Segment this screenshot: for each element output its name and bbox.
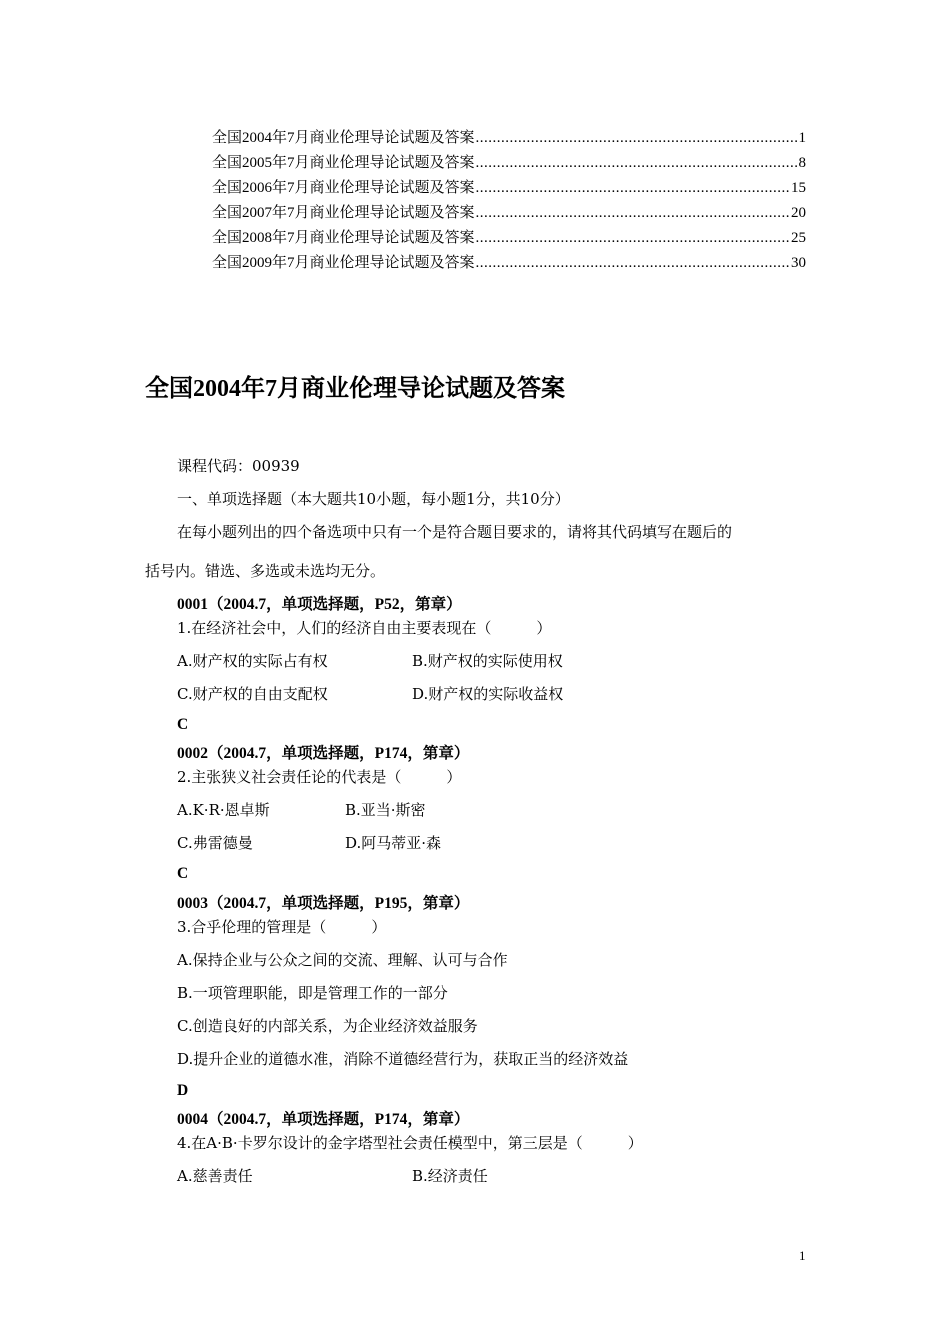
toc-entry-page: 20 (791, 205, 806, 221)
toc-entry[interactable] (212, 151, 806, 176)
toc-entry[interactable] (212, 176, 806, 201)
option-a: A.慈善责任 (177, 1167, 253, 1185)
question-stem: 3.合乎伦理的管理是（ ） (177, 918, 387, 936)
option-b: B.经济责任 (412, 1167, 488, 1185)
page-number: 1 (799, 1248, 806, 1263)
section-heading: 全国2004年7月商业伦理导论试题及答案 (145, 376, 565, 402)
toc-entry[interactable] (212, 126, 806, 151)
table-of-contents (212, 126, 806, 276)
toc-entry-page: 15 (791, 180, 806, 196)
toc-entry-title: 全国2008年7月商业伦理导论试题及答案 (212, 230, 475, 246)
section-title: 一、单项选择题（本大题共10小题，每小题1分，共10分） (177, 490, 570, 508)
answer: D (177, 1082, 189, 1099)
toc-entry[interactable] (212, 226, 806, 251)
option-d: D.阿马蒂亚·森 (345, 834, 442, 852)
option-a: A.K·R·恩卓斯 (177, 801, 270, 819)
toc-entry-page: 8 (798, 155, 806, 171)
option-a: A.财产权的实际占有权 (177, 652, 328, 670)
toc-leader-dots (476, 130, 798, 147)
toc-leader-dots (476, 230, 790, 247)
question-stem: 4.在A·B·卡罗尔设计的金字塔型社会责任模型中，第三层是（ ） (177, 1134, 643, 1152)
question-stem: 1.在经济社会中，人们的经济自由主要表现在（ ） (177, 619, 552, 637)
toc-entry-page: 1 (798, 130, 806, 146)
toc-leader-dots (476, 255, 790, 272)
instructions-line-2: 括号内。错选、多选或未选均无分。 (145, 562, 386, 580)
option-b: B.亚当·斯密 (345, 801, 426, 819)
toc-entry-title: 全国2007年7月商业伦理导论试题及答案 (212, 205, 475, 221)
instructions-line-1: 在每小题列出的四个备选项中只有一个是符合题目要求的，请将其代码填写在题后的 (177, 523, 733, 541)
toc-entry-title: 全国2005年7月商业伦理导论试题及答案 (212, 155, 475, 171)
toc-entry-page: 30 (791, 255, 806, 271)
question-stem: 2.主张狭义社会责任论的代表是（ ） (177, 768, 462, 786)
option-b: B.财产权的实际使用权 (412, 652, 563, 670)
question-meta: 0003（2004.7，单项选择题，P195，第章） (177, 895, 470, 912)
option-c: C.创造良好的内部关系，为企业经济效益服务 (177, 1017, 478, 1035)
question-meta: 0004（2004.7，单项选择题，P174，第章） (177, 1111, 470, 1128)
option-b: B.一项管理职能，即是管理工作的一部分 (177, 984, 448, 1002)
option-d: D.提升企业的道德水准，消除不道德经营行为，获取正当的经济效益 (177, 1050, 629, 1068)
toc-entry-title: 全国2004年7月商业伦理导论试题及答案 (212, 130, 475, 146)
answer: C (177, 865, 189, 882)
toc-entry[interactable] (212, 251, 806, 276)
course-code: 课程代码：00939 (177, 457, 300, 475)
toc-entry-page: 25 (791, 230, 806, 246)
toc-entry[interactable] (212, 201, 806, 226)
toc-leader-dots (476, 155, 798, 172)
toc-leader-dots (476, 205, 790, 222)
question-meta: 0001（2004.7，单项选择题，P52，第章） (177, 596, 462, 613)
option-d: D.财产权的实际收益权 (412, 685, 564, 703)
question-meta: 0002（2004.7，单项选择题，P174，第章） (177, 745, 470, 762)
toc-leader-dots (476, 180, 790, 197)
answer: C (177, 716, 189, 733)
toc-entry-title: 全国2009年7月商业伦理导论试题及答案 (212, 255, 475, 271)
toc-entry-title: 全国2006年7月商业伦理导论试题及答案 (212, 180, 475, 196)
option-c: C.财产权的自由支配权 (177, 685, 328, 703)
option-c: C.弗雷德曼 (177, 834, 253, 852)
option-a: A.保持企业与公众之间的交流、理解、认可与合作 (177, 951, 508, 969)
